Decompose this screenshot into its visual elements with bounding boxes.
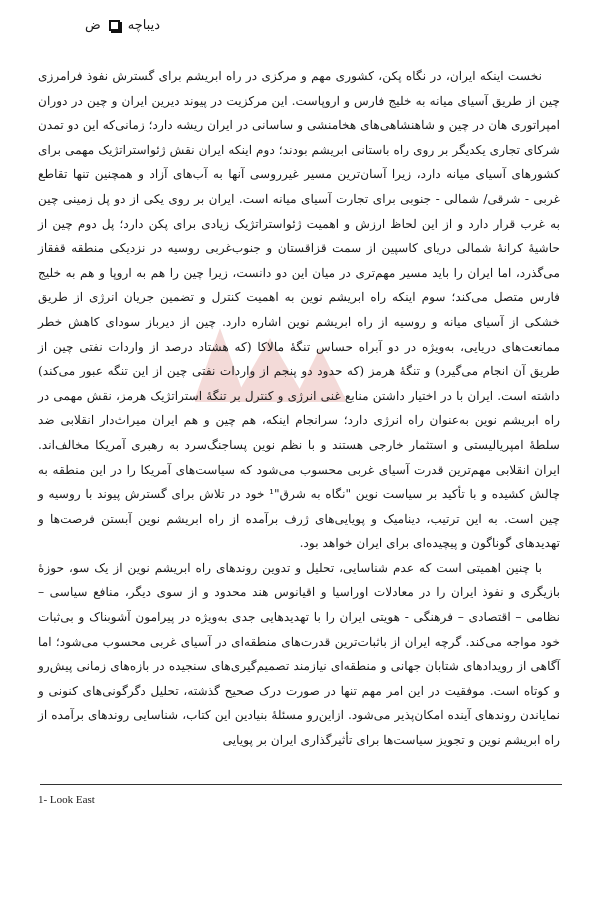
header-section-title: دیباچه: [127, 17, 160, 33]
body-text: [38, 64, 560, 753]
footnote-divider: [40, 784, 562, 785]
page-header: [40, 14, 160, 36]
paragraph: با چنین اهمیتی است که عدم شناسایی، تحلیل و تدوین روندهای راه ابریشم نوین از یک سو، حوزهٔ بازیگری و نفوذ ایران را در معادلات اوراسیا و اقیانوس هند محدود و از سوی دیگر، منافع سیاسی – نظامی – اقتصادی – فرهنگی - هویتی ایران را با تهدیدهایی جدی به‌ویژه در پیرامون آشوبناک و بی‌ثبات خود مواجه می‌کند. گرچه ایران از باثبات‌ترین قدرت‌های منطقه‌ای در آسیای غربی محسوب می‌شود؛ اما آگاهی از رویدادهای شتابان جهانی و منطقه‌ای نیازمند تصمیم‌گیری‌های سنجیده در بازه‌های زمانی پیش‌رو و کوتاه است. موفقیت در این امر مهم تنها در صورت درک صحیح گذشته، تحلیل دگرگونی‌های کنونی و نمایاندن روندهای آینده امکان‌پذیر می‌شود. ازاین‌رو مسئلهٔ بنیادین این کتاب، شناسایی روندهای برآمده از راه ابریشم نوین و تجویز سیاست‌ها برای تأثیرگذاری ایران بر پویایی: [38, 560, 561, 748]
footnote: 1- Look East: [38, 794, 95, 806]
paragraph: نخست اینکه ایران، در نگاه پکن، کشوری مهم و مرکزی در راه ابریشم برای گسترش نفوذ فرامرزی چین از طریق آسیای میانه به خلیج فارس و اروپاست. این مرکزیت در پیوند دیرین ایران و چین در دوران امپراتوری هان در چین و شاهنشاهی‌های هخامنشی و ساسانی در ایران ریشه دارد؛ زمانی‌که این دو تمدن شرکای تجاری یکدیگر بر روی راه باستانی ابریشم بودند؛ دوم اینکه ایران نقش ژئواستراتژیک مهمی برای کشورهای آسیای میانه دارد، زیرا آسان‌ترین مسیر غیرروسی آنها به آب‌های آزاد و همچنین تنها تقاطع غربی - شرقی/ شمالی - جنوبی برای تجارت آسیای میانه است. ایران بر روی یکی از دو پل زمینی چین به غرب قرار دارد و از این لحاظ ارزش و اهمیت ژئواستراتژیک زیادی برای پکن دارد؛ پل دوم چین از حاشیهٔ کرانهٔ شمالی دریای کاسپین از سمت قزاقستان و جنوب‌غربی روسیه در نزدیکی منطقه قفقاز می‌گذرد، اما ایران را باید مسیر مهم‌تری در میان این دو دانست، زیرا چین را هم به اروپا و هم به خلیج فارس متصل می‌کند؛ سوم اینکه راه ابریشم نوین به اهمیت کنترل و تضمین جریان انرژی از طریق خشکی از آسیای میانه و روسیه از راه ابریشم نوین اشاره دارد. چین از دیرباز سودای کاهش خطر ممانعت‌های دریایی، به‌ویژه در دو آبراه حساس تنگهٔ مالاکا (که هشتاد درصد از واردات نفتی چین از طریق آن انجام می‌گیرد) و تنگهٔ هرمز (که حدود دو پنجم از واردات نفتی چین از این تنگه عبور می‌کند) داشته است. ایران با در اختیار داشتن منابع غنی انرژی و کنترل بر تنگهٔ استراتژیک هرمز، نقش مهمی در راه ابریشم نوین به‌عنوان راه انرژی دارد؛ سرانجام اینکه، هم چین و هم ایران میراث‌دار انقلابی ضد سلطهٔ امپریالیستی و استثمار خارجی هستند و با نظم نوین پساجنگ‌سرد به رهبری آمریکا مخالف‌اند. ایران انقلابی مهم‌ترین قدرت آسیای غربی محسوب می‌شود که سیاست‌های آمریکا را در این منطقه به چالش کشیده و با تأکید بر سیاست نوین "نگاه به شرق"¹ خود در تلاش برای گسترش پیوند با روسیه و چین است. به این ترتیب، دینامیک و پویایی‌های ژرف برآمده از راه ابریشم نوین آبستن فرصت‌ها و تهدیدهای گوناگون و پیچیده‌ای برای ایران خواهد بود.: [37, 69, 561, 551]
square-bullet-icon: [109, 20, 120, 31]
page-number: ض: [84, 17, 101, 33]
